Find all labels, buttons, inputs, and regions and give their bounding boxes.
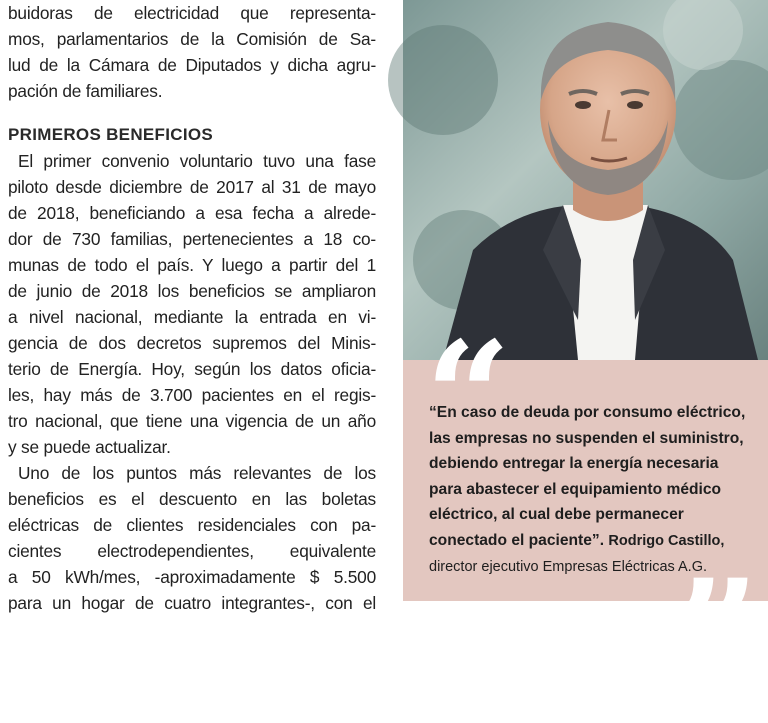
text-line: buidoras de electricidad que representa- xyxy=(8,3,376,23)
article-column xyxy=(8,0,376,613)
quote-text: “En caso de deuda por consumo eléctrico, las empresas no suspenden el suministro, debiendo entregar la energía necesaria para abastecer el equipamiento médico eléctrico, al cual debe permanecer conectado el paciente”. xyxy=(429,404,746,549)
portrait-photo xyxy=(403,0,768,360)
text-line: pación de familiares. xyxy=(8,81,163,101)
text-line: El primer convenio voluntario tuvo una fase xyxy=(18,151,376,171)
text-line: terio de Energía. Hoy, según los datos oficia- xyxy=(8,359,376,379)
text-line: beneficios es el descuento en las boletas xyxy=(8,489,376,509)
text-line: a 50 kWh/mes, -aproximadamente $ 5.500 xyxy=(8,567,376,587)
section-heading: PRIMEROS BENEFICIOS xyxy=(8,125,214,144)
text-line: y se puede actualizar. xyxy=(8,437,171,457)
open-quote-mark: “ xyxy=(425,309,512,485)
text-line: de 2018, beneficiando a esa fecha a alrede- xyxy=(8,203,376,223)
text-line: les, hay más de 3.700 pacientes en el regis- xyxy=(8,385,376,405)
text-line: gencia de dos decretos supremos del Minis- xyxy=(8,333,376,353)
pull-quote-box xyxy=(403,309,768,723)
portrait-illustration xyxy=(403,0,768,360)
text-line: para un hogar de cuatro integrantes-, con el xyxy=(8,593,376,613)
text-line: lud de la Cámara de Diputados y dicha agru- xyxy=(8,55,376,75)
close-quote-mark: ” xyxy=(673,547,760,723)
text-line: de junio de 2018 los beneficios se ampliaron xyxy=(8,281,376,301)
text-line: dor de 730 familias, pertenecientes a 18 co- xyxy=(8,229,376,249)
text-line: eléctricas de clientes residenciales con pa- xyxy=(8,515,376,535)
intro-paragraph xyxy=(8,0,376,104)
paragraph-1 xyxy=(8,148,376,460)
text-line: tro nacional, que tiene una vigencia de un año xyxy=(8,411,376,431)
paragraph-2 xyxy=(8,460,376,616)
text-line: piloto desde diciembre de 2017 al 31 de mayo xyxy=(8,177,376,197)
quote-author-role: director ejecutivo Empresas Eléctricas A.G. xyxy=(429,559,708,575)
quote-author: Rodrigo Castillo, xyxy=(608,532,725,549)
text-line: a nivel nacional, mediante la entrada en vi- xyxy=(8,307,376,327)
text-line: mos, parlamentarios de la Comisión de Sa- xyxy=(8,29,376,49)
text-line: Uno de los puntos más relevantes de los xyxy=(18,463,376,483)
text-line: cientes electrodependientes, equivalente xyxy=(8,541,376,561)
text-line: munas de todo el país. Y luego a partir del 1 xyxy=(8,255,376,275)
